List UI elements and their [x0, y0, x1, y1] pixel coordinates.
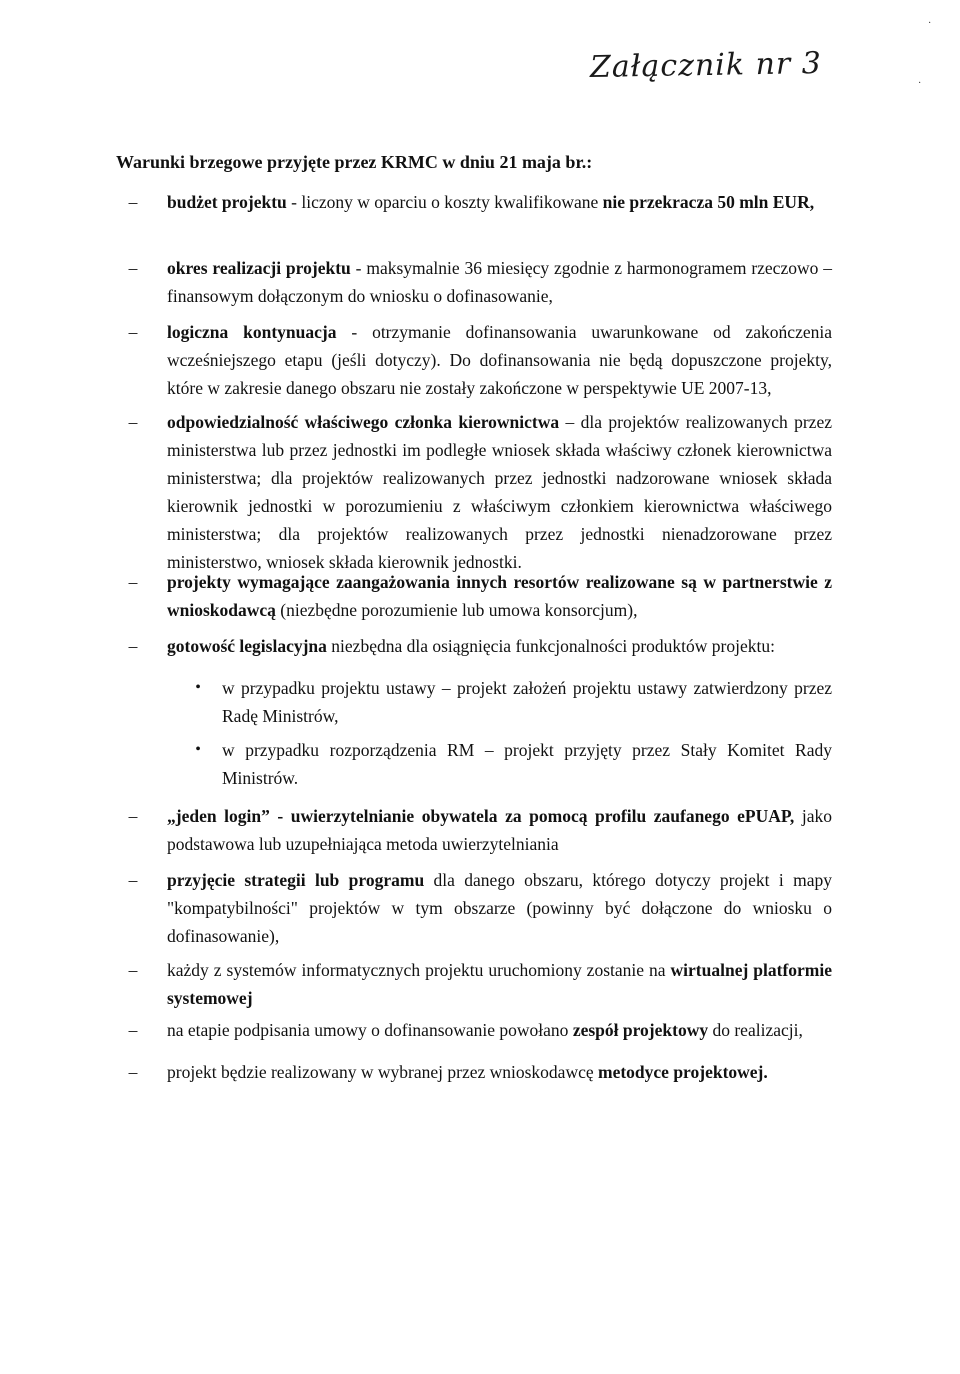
list-item: [128, 254, 832, 310]
scan-speck: ·: [928, 18, 932, 29]
item-bold-text: przyjęcie strategii lub programu: [167, 870, 425, 890]
dash-marker: –: [128, 806, 138, 826]
list-item: [128, 956, 832, 1012]
dash-marker: –: [128, 192, 138, 212]
item-bold-text: odpowiedzialność właściwego członka kierownictwa: [167, 412, 560, 432]
dash-marker: –: [128, 636, 138, 656]
bullet-marker: •: [195, 679, 201, 696]
list-item: [128, 408, 832, 576]
list-item: [128, 188, 832, 216]
item-bold-text: metodyce projektowej.: [598, 1062, 768, 1082]
bullet-text: w przypadku rozporządzenia RM – projekt przyjęty przez Stały Komitet Rady Ministrów.: [222, 740, 832, 788]
list-item: [128, 318, 832, 402]
handwritten-annotation: Załącznik nr 3: [589, 45, 823, 86]
item-bold-text: „jeden login” - uwierzytelnianie obywatela za pomocą profilu zaufanego ePUAP,: [167, 806, 795, 826]
intro-heading: Warunki brzegowe przyjęte przez KRMC w dniu 21 maja br.:: [116, 152, 593, 172]
list-item: [128, 568, 832, 624]
item-text: niezbędna dla osiągnięcia funkcjonalności produktów projektu:: [326, 636, 775, 656]
list-item: [128, 866, 832, 950]
item-bold-text: gotowość legislacyjna: [167, 636, 327, 656]
dash-marker: –: [128, 1062, 138, 1082]
list-item: [128, 1016, 832, 1044]
dash-marker: –: [128, 870, 138, 890]
scan-speck: ·: [918, 78, 922, 89]
item-bold-text: okres realizacji projektu: [167, 258, 351, 278]
bullet-text: w przypadku projektu ustawy – projekt założeń projektu ustawy zatwierdzony przez Radę Ministrów,: [222, 678, 832, 726]
item-bold-text: zespół projektowy: [572, 1020, 709, 1040]
item-bold-text: nie przekracza 50 mln EUR,: [602, 192, 815, 212]
list-item: [128, 1058, 832, 1086]
dash-marker: –: [128, 960, 138, 980]
item-text: na etapie podpisania umowy o dofinansowanie powołano: [167, 1020, 573, 1040]
item-text: - otrzymanie dofinansowania uwarunkowane od zakończenia wcześniejszego etapu (jeśli dotyczy). Do dofinansowania nie będą dopuszczone projekty, które w zakresie danego obszaru nie zostały zakończone w perspektywie UE 2007-13,: [167, 322, 832, 398]
dash-marker: –: [128, 322, 138, 342]
item-text: projekt będzie realizowany w wybranej przez wnioskodawcę: [167, 1062, 598, 1082]
bullet-item: [195, 736, 832, 792]
item-text: każdy z systemów informatycznych projektu uruchomiony zostanie na: [167, 960, 671, 980]
item-bold-text: logiczna kontynuacja: [167, 322, 337, 342]
item-text: – dla projektów realizowanych przez ministerstwa lub przez jednostki im podległe wniosek składa właściwy członek kierownictwa ministerstwa; dla projektów realizowanych przez jednostki nadzorowane wniosek składa kierownik jednostki w porozumieniu z właściwym członkiem kierownictwa właściwego ministerstwa; dla projektów realizowanych przez jednostki nienadzorowane przez ministerstwo, wniosek składa kierownik jednostki.: [167, 412, 832, 572]
item-text: (niezbędne porozumienie lub umowa konsorcjum),: [275, 600, 638, 620]
item-text: do realizacji,: [708, 1020, 803, 1040]
item-bold-text: projekty wymagające zaangażowania innych resortów realizowane są w partnerstwie z wnioskodawcą: [167, 572, 832, 620]
dash-marker: –: [128, 258, 138, 278]
list-item: [128, 802, 832, 858]
dash-marker: –: [128, 572, 138, 592]
item-text: - maksymalnie 36 miesięcy zgodnie z harmonogramem rzeczowo – finansowym dołączonym do wniosku o dofinasowanie,: [167, 258, 832, 306]
item-bold-text: wirtualnej platformie systemowej: [167, 960, 832, 1008]
bullet-marker: •: [195, 741, 201, 758]
item-text: jako podstawowa lub uzupełniająca metoda uwierzytelniania: [167, 806, 832, 854]
item-bold-text: budżet projektu: [167, 192, 287, 212]
bullet-item: [195, 674, 832, 730]
item-text: dla danego obszaru, którego dotyczy projekt i mapy "kompatybilności" projektów w tym obszarze (powinny być dołączone do wniosku o dofinasowanie),: [167, 870, 832, 946]
dash-marker: –: [128, 1020, 138, 1040]
item-text: - liczony w oparciu o koszty kwalifikowane: [286, 192, 603, 212]
list-item: [128, 632, 832, 660]
dash-marker: –: [128, 412, 138, 432]
